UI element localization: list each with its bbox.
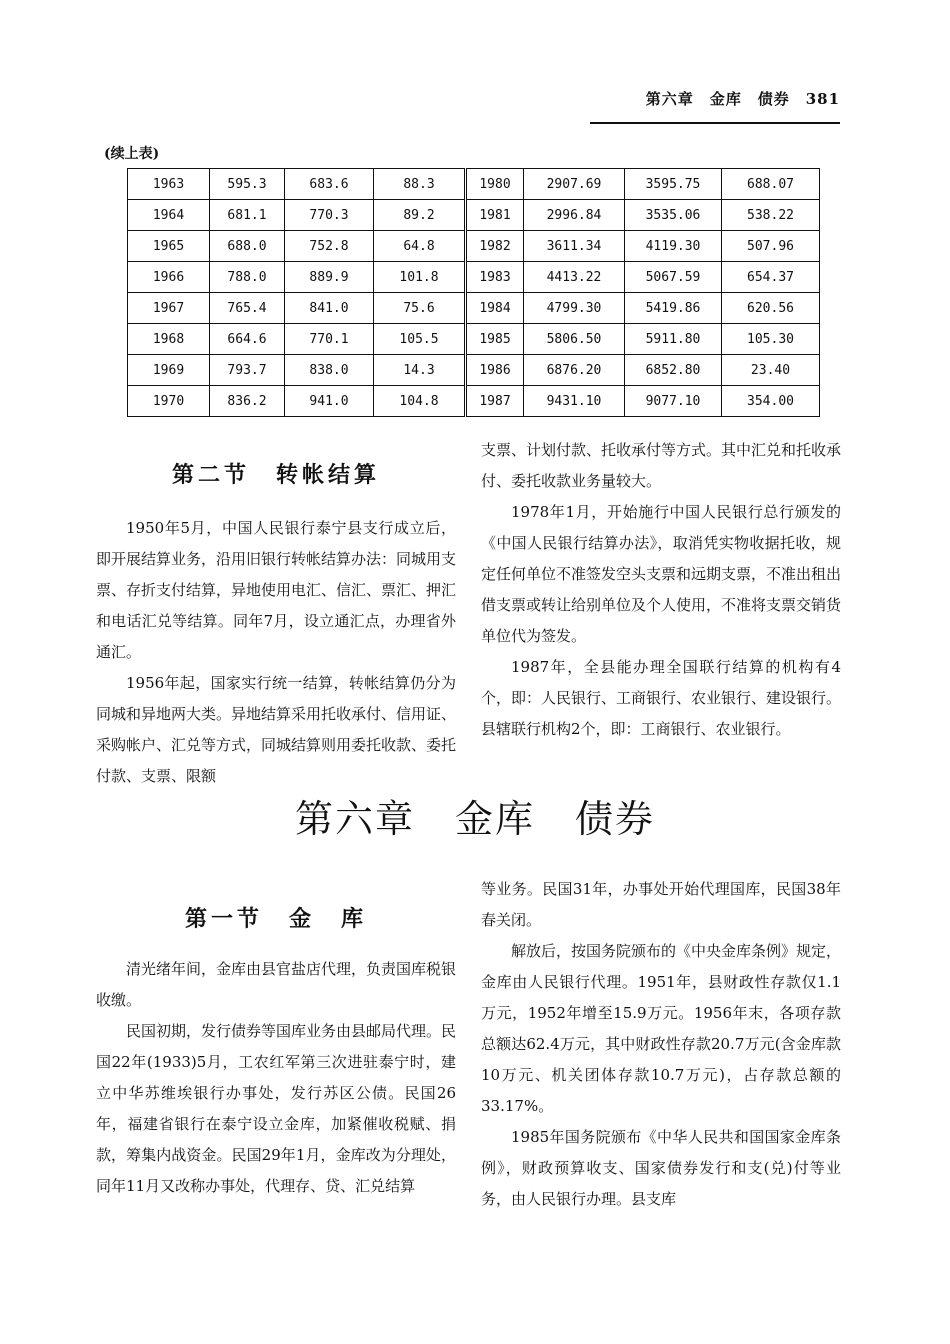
table-cell: 4119.30 [625, 231, 722, 262]
table-cell: 14.3 [374, 355, 466, 386]
table-cell: 1966 [128, 262, 210, 293]
table-cell: 105.30 [722, 324, 820, 355]
table-cell: 1968 [128, 324, 210, 355]
table-row [128, 200, 820, 231]
data-table [127, 168, 820, 417]
section2-left-column [96, 513, 456, 792]
table-cell: 64.8 [374, 231, 466, 262]
table-cell: 683.6 [285, 169, 374, 200]
table-row [128, 169, 820, 200]
table-cell: 1969 [128, 355, 210, 386]
table-cell: 841.0 [285, 293, 374, 324]
table-cell: 9077.10 [625, 386, 722, 417]
table-cell: 104.8 [374, 386, 466, 417]
table-cell: 3535.06 [625, 200, 722, 231]
table-cell: 788.0 [210, 262, 285, 293]
paragraph: 1978年1月，开始施行中国人民银行总行颁发的《中国人民银行结算办法》，取消凭实物收据托收，规定任何单位不准签发空头支票和远期支票，不准出租出借支票或转让给别单位及个人使用，不准将支票交销货单位代为签发。 [481, 503, 842, 645]
table-cell: 752.8 [285, 231, 374, 262]
table-cell: 4413.22 [524, 262, 625, 293]
paragraph: 支票、计划付款、托收承付等方式。其中汇兑和托收承付、委托收款业务量较大。 [481, 441, 842, 490]
table-row [128, 231, 820, 262]
table-cell: 620.56 [722, 293, 820, 324]
table-cell: 793.7 [210, 355, 285, 386]
table-cell: 4799.30 [524, 293, 625, 324]
table-cell: 3611.34 [524, 231, 625, 262]
table-cell: 5067.59 [625, 262, 722, 293]
section-title-transfer: 第二节 转帐结算 [171, 462, 380, 488]
table-cell: 770.1 [285, 324, 374, 355]
table-cell: 75.6 [374, 293, 466, 324]
table-cell: 770.3 [285, 200, 374, 231]
paragraph: 1950年5月，中国人民银行泰宁县支行成立后，即开展结算业务，沿用旧银行转帐结算办法：同城用支票、存折支付结算，异地使用电汇、信汇、票汇、押汇和电话汇兑等结算。同年7月，设立通汇点，办理省外通汇。 [96, 519, 457, 661]
table-cell: 1983 [466, 262, 524, 293]
table-cell: 1982 [466, 231, 524, 262]
running-header: 第六章 金库 债券 381 [645, 90, 840, 108]
table-cell: 5806.50 [524, 324, 625, 355]
table-cell: 1964 [128, 200, 210, 231]
table-cell: 2907.69 [524, 169, 625, 200]
table-cell: 1987 [466, 386, 524, 417]
table-cell: 2996.84 [524, 200, 625, 231]
table-cell: 88.3 [374, 169, 466, 200]
section1-right-column [481, 874, 841, 1215]
paragraph: 民国初期，发行债券等国库业务由县邮局代理。民国22年(1933)5月，工农红军第三次进驻泰宁时，建立中华苏维埃银行办事处，发行苏区公债。民国26年，福建省银行在泰宁设立金库，加紧催收税赋、捐款，筹集内战资金。民国29年1月，金库改为分理处，同年11月又改称办事处，代理存、贷、汇兑结算 [96, 1022, 457, 1195]
table-cell: 1986 [466, 355, 524, 386]
paragraph: 1985年国务院颁布《中华人民共和国国家金库条例》，财政预算收支、国家债券发行和支(兑)付等业务，由人民银行办理。县支库 [481, 1128, 841, 1208]
paragraph: 1956年起，国家实行统一结算，转帐结算仍分为同城和异地两大类。异地结算采用托收承付、信用证、采购帐户、汇兑等方式，同城结算则用委托收款、委托付款、支票、限额 [96, 674, 457, 785]
table-cell: 1984 [466, 293, 524, 324]
section-title-treasury: 第一节 金 库 [184, 906, 367, 932]
table-cell: 654.37 [722, 262, 820, 293]
table-cell: 507.96 [722, 231, 820, 262]
table-cell: 105.5 [374, 324, 466, 355]
table-note: (续上表) [104, 146, 160, 162]
table-cell: 765.4 [210, 293, 285, 324]
table-row [128, 293, 820, 324]
table-row [128, 355, 820, 386]
table-cell: 6876.20 [524, 355, 625, 386]
table-cell: 89.2 [374, 200, 466, 231]
table-cell: 538.22 [722, 200, 820, 231]
chapter-title: 第六章 金库 债券 [294, 797, 655, 841]
table-cell: 9431.10 [524, 386, 625, 417]
header-rule [590, 122, 840, 124]
table-row [128, 262, 820, 293]
paragraph: 1987年，全县能办理全国联行结算的机构有4个，即：人民银行、工商银行、农业银行、建设银行。县辖联行机构2个，即：工商银行、农业银行。 [481, 658, 842, 738]
table-cell: 1981 [466, 200, 524, 231]
table-cell: 1967 [128, 293, 210, 324]
table-cell: 5911.80 [625, 324, 722, 355]
paragraph: 清光绪年间，金库由县官盐店代理，负责国库税银收缴。 [96, 960, 457, 1009]
paragraph: 解放后，按国务院颁布的《中央金库条例》规定，金库由人民银行代理。1951年，县财政性存款仅1.1万元，1952年增至15.9万元。1956年末，各项存款总额达62.4万元，其中财政性存款20.7万元(含金库款10万元、机关团体存款10.7万元)，占存款总额的33.17%。 [481, 942, 842, 1115]
table-row [128, 386, 820, 417]
table-cell: 889.9 [285, 262, 374, 293]
paragraph: 等业务。民国31年，办事处开始代理国库，民国38年春关闭。 [481, 880, 841, 929]
table-cell: 6852.80 [625, 355, 722, 386]
table-cell: 688.07 [722, 169, 820, 200]
table-cell: 1965 [128, 231, 210, 262]
table-cell: 1985 [466, 324, 524, 355]
table-cell: 1970 [128, 386, 210, 417]
table-cell: 681.1 [210, 200, 285, 231]
table-cell: 941.0 [285, 386, 374, 417]
table-cell: 354.00 [722, 386, 820, 417]
table-cell: 664.6 [210, 324, 285, 355]
table-cell: 101.8 [374, 262, 466, 293]
section2-right-column [481, 435, 841, 745]
section1-left-column [96, 954, 456, 1202]
table-cell: 5419.86 [625, 293, 722, 324]
table-cell: 838.0 [285, 355, 374, 386]
table-cell: 1963 [128, 169, 210, 200]
table-cell: 3595.75 [625, 169, 722, 200]
table-cell: 1980 [466, 169, 524, 200]
table-cell: 23.40 [722, 355, 820, 386]
table-cell: 836.2 [210, 386, 285, 417]
table-cell: 595.3 [210, 169, 285, 200]
table-row [128, 324, 820, 355]
table-cell: 688.0 [210, 231, 285, 262]
